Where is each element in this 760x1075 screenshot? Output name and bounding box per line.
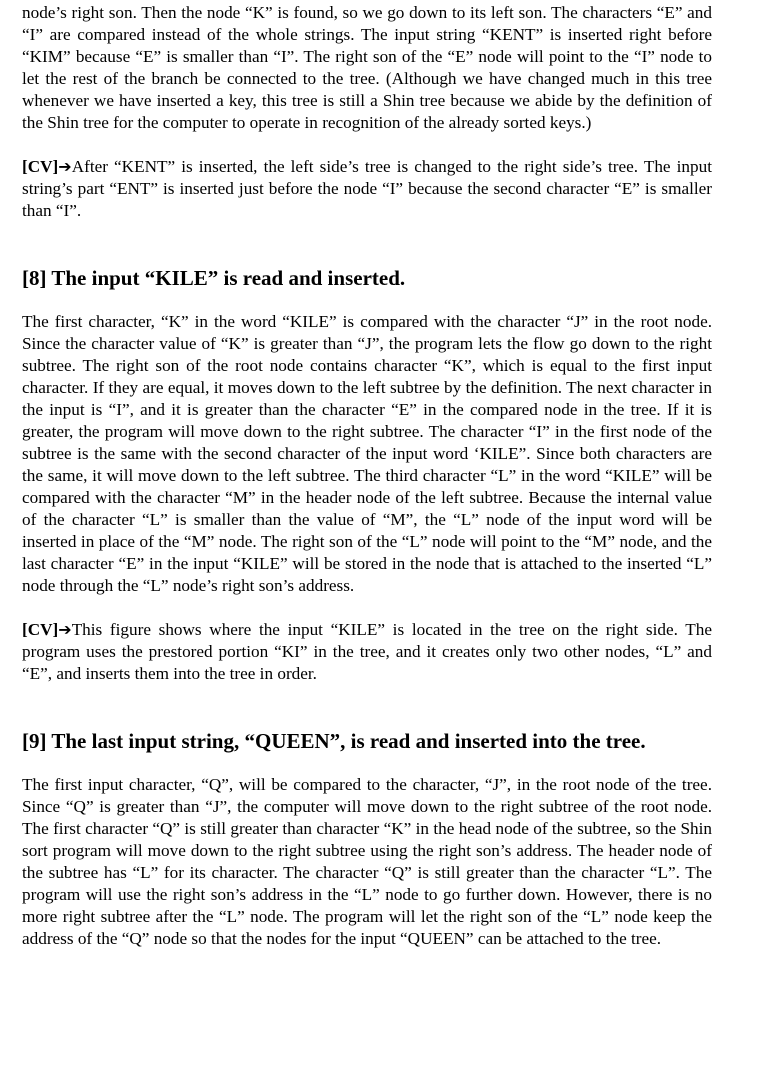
cv-note-kile: [22, 619, 712, 685]
section-heading-9: [9] The last input string, “QUEEN”, is read and inserted into the tree.: [22, 729, 646, 753]
paragraph-section-9: The first input character, “Q”, will be compared to the character, “J”, in the root node of the tree. Since “Q” is greater than “J”, the computer will move down to the right subtree of the root node. The first character “Q” is still greater than character “K” in the head node of the subtree, so the Shin sort program will move down to the right subtree using the right son’s address. The header node of the subtree has “L” for its character. The character “Q” is still greater than the character “L”. The program will use the right son’s address in the “L” node to go further down. However, there is no more right subtree after the “L” node. The program will let the right son of the “L” node keep the address of the “Q” node so that the nodes for the input “QUEEN” can be attached to the tree.: [22, 775, 712, 948]
cv-note-kent: [22, 156, 712, 222]
cv-label: [CV]: [22, 620, 59, 639]
paragraph-intro: node’s right son. Then the node “K” is found, so we go down to its left son. The characters “E” and “I” are compared instead of the whole strings. The input string “KENT” is inserted right before “KIM” because “E” is smaller than “I”. The right son of the “E” node will point to the “I” node to let the rest of the branch be connected to the tree. (Although we have changed much in this tree whenever we have inserted a key, this tree is still a Shin tree because we abide by the definition of the Shin tree for the computer to operate in recognition of the already sorted keys.): [22, 3, 712, 132]
cv-note-text: This figure shows where the input “KILE” is located in the tree on the right side. The program uses the prestored portion “KI” in the tree, and it creates only two other nodes, “L” and “E”, and inserts them into the tree in order.: [22, 620, 712, 683]
cv-note-text: After “KENT” is inserted, the left side’s tree is changed to the right side’s tree. The input string’s part “ENT” is inserted just before the node “I” because the second character “E” is smaller than “I”.: [22, 157, 712, 220]
right-arrow-icon: ➔: [58, 620, 72, 639]
right-arrow-icon: ➔: [58, 157, 72, 176]
section-heading-8: [8] The input “KILE” is read and inserted.: [22, 266, 406, 290]
document-page: [22, 2, 712, 950]
paragraph-section-8: The first character, “K” in the word “KILE” is compared with the character “J” in the root node. Since the character value of “K” is greater than “J”, the program lets the flow go down to the right subtree. The right son of the root node contains character “K”, which is equal to the first input character. If they are equal, it moves down to the left subtree by the definition. The next character in the input is “I”, and it is greater than the character “E” in the compared node in the tree. If it is greater, the program will move down to the right subtree. The character “I” in the first node of the subtree is the same with the second character of the input word ‘KILE”. Since both characters are the same, it will move down to the left subtree. The third character “L” in the word “KILE” will be compared with the character “M” in the header node of the left subtree. Because the internal value of the character “L” is smaller than the value of “M”, the “L” node of the input word will be inserted in place of the “M” node. The right son of the “L” node will point to the “M” node, and the last character “E” in the input “KILE” will be stored in the node that is attached to the inserted “L” node through the “L” node’s right son’s address.: [22, 312, 712, 595]
cv-label: [CV]: [22, 157, 59, 176]
